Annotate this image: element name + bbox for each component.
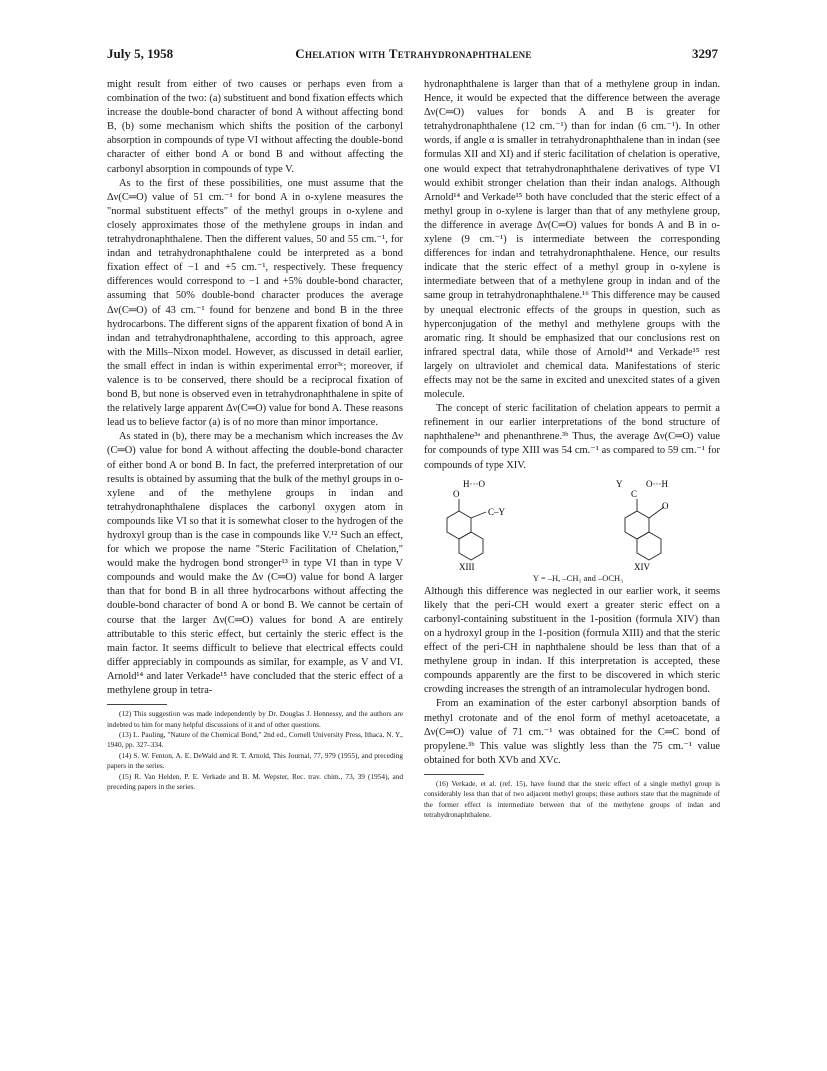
header-title: Chelation with Tetrahydronaphthalene	[295, 46, 532, 61]
label-y-xiv: Y	[616, 478, 623, 489]
header-page-number: 3297	[692, 46, 718, 61]
paragraph: might result from either of two causes or perhaps even from a combination of the two: (a) substituent and bond fixation effects which increase the double-bond character of bond A without affecting bond B, (b) some mechanism which shifts the position of the carbonyl absorption in compounds of type VI without affecting the double-bond character of either bond A or bond B and without affecting the carbonyl absorption in compounds of type V.	[107, 79, 403, 175]
paragraph: From an examination of the ester carbonyl absorption bands of methyl crotonate and of the enol form of methyl acetoacetate, a Δν(C═O) value of 71 cm.⁻¹ was obtained for the C═C bond of propylene.³ᵇ This value was slightly less than the 75 cm.⁻¹ value obtained for both XVb and XVc.	[424, 698, 720, 766]
footnote-divider	[424, 774, 484, 775]
footnote-14: (14) S. W. Fenton, A. E. DeWald and R. T. Arnold, This Journal, 77, 979 (1955), and preceding papers in the series.	[107, 750, 403, 771]
naphthalene-xiii	[447, 499, 486, 560]
label-o-xiii: O	[453, 488, 460, 499]
footnote-13: (13) L. Pauling, "Nature of the Chemical Bond," 2nd ed., Cornell University Press, Ithaca, N. Y., 1940, pp. 327–334.	[107, 729, 403, 750]
paragraph: As to the first of these possibilities, one must assume that the Δν(C═O) value of 51 cm.⁻¹ for bond A in o-xylene measures the "normal substituent effects" of the methyl groups in o-xylene and closely approximates those of the methylene groups in indan and tetrahydronaphthalene. Then the different values, 50 and 55 cm.⁻¹, for indan and tetrahydronaphthalene could be interpreted as a bond fixation effect of −1 and +5 cm.⁻¹, respectively. These frequency differences would correspond to −1 and +5% double-bond character, assuming that 50% double-bond character produces the average Δν(C═O) of 43 cm.⁻¹ found for benzene and bond B in the three hydrocarbons. The different signs of the apparent fixation of bond A in indan and tetrahydronaphthalene, according to this approach, agree with the Mills–Nixon model. However, as discussed in detail earlier, the small effect in indan is within experimental error³ᶜ; moreover, if valence is to be conserved, there should be a reciprocal fixation of bond B, but none is observed even in tetrahydronaphthalene in spite of the relatively large apparent Δν(C═O) value for bond A. These reasons lead us to believe factor (a) is of no more than minor importance.	[107, 177, 403, 429]
footnote-12: (12) This suggestion was made independently by Dr. Douglas J. Hennessy, and the authors are indebted to him for many helpful discussions of it and of other questions.	[107, 709, 403, 729]
footnote-divider	[107, 704, 167, 705]
label-o-xiv: O	[662, 500, 669, 511]
paragraph: The concept of steric facilitation of chelation appears to permit a refinement in our earlier interpretations of the bond structure of naphthalene³ᵃ and phenanthrene.³ᵇ Thus, the average Δν(C═O) value for compounds of type XIII was 54 cm.⁻¹ as compared to 59 cm.⁻¹ for compounds of type XIV.	[424, 403, 720, 471]
label-cy-xiii: C–Y	[488, 506, 506, 517]
footnote-15: (15) R. Van Helden, P. E. Verkade and B. M. Wepster, Rec. trav. chim., 73, 39 (1954), and preceding papers in the series.	[107, 771, 403, 791]
figure-caption: Y = –H, –CH₃ and –OCH₃	[532, 572, 624, 583]
header-date: July 5, 1958	[107, 46, 174, 61]
paragraph: As stated in (b), there may be a mechanism which increases the Δν (C═O) value for bond A without affecting the double-bond character of either bond A or bond B. In fact, the preferred interpretation of our results is obtained by assuming that the bulk of the methyl groups in o-xylene and of the methylene groups in indan and tetrahydronaphthalene displaces the carbonyl oxygen atom in compounds like VI so that it is somewhat closer to the hydrogen of the hydroxyl group than is the case in compounds like V.¹² Such an effect, for which we propose the name "Steric Facilitation of Chelation," would make the hydrogen bond stronger¹³ in type VI than in type V compounds and would make the Δν (C═O) value for bond A larger than that for bond B in all three hydrocarbons without affecting the double-bond character of bond A or bond B. We cannot be certain of course that the larger Δν(C═O) values for bond A are entirely attributable to this steric effect, but certainly the steric effect is the main factor. It seems difficult to believe that electrical effects could differ appreciably in compounds as similar, for example, as V and VI. Arnold¹⁴ and later Verkade¹⁵ have concluded that the steric effect of a methylene group in tetra-	[107, 431, 403, 697]
label-xiv: XIV	[634, 561, 650, 571]
right-column	[424, 78, 720, 821]
label-hbond-xiv: O···H	[646, 478, 668, 489]
structure-diagram	[424, 475, 720, 571]
label-c-xiv: C	[631, 488, 638, 499]
label-xiii: XIII	[459, 561, 475, 571]
label-hbond-xiii: H···O	[463, 478, 485, 489]
footnote-16: (16) Verkade, et al. (ref. 15), have found that the steric effect of a single methyl group is considerably less than that of two adjacent methyl groups; these authors state that the magnitude of the former effect is intermediate between that of the methylene groups of indan and tetrahydronaphthalene.	[424, 778, 720, 820]
left-column	[107, 78, 403, 792]
structure-figure	[424, 475, 720, 571]
naphthalene-xiv	[625, 499, 664, 560]
paragraph: Although this difference was neglected in our earlier work, it seems likely that the peri-CH would exert a greater steric effect on a carbonyl-containing substituent in the 1-position (formula XIV) than on a hydroxyl group in the 1-position (formula XIII) and that the steric effect of the peri-CH in naphthalene should be less than that of a methylene group in indan. If this interpretation is accepted, these compounds apparently are the first to be discovered in which steric crowding increases the strength of an intramolecular hydrogen bond.	[424, 585, 720, 696]
paragraph: hydronaphthalene is larger than that of a methylene group in indan. Hence, it would be expected that the difference between the average Δν(C═O) values for bonds A and B is greater for tetrahydronaphthalene (12 cm.⁻¹) than for indan (6 cm.⁻¹). In other words, if angle α is smaller in tetrahydronaphthalene than in indan (see formulas XII and XI) and if steric facilitation of chelation is operative, one would expect that tetrahydronaphthalene derivatives of type VI would exhibit stronger chelation than their indan analogs. Although Arnold¹⁴ and Verkade¹⁵ both have concluded that the steric effect of a methyl group in o-xylene is larger than that of any methylene group, the difference in average Δν(C═O) values for bonds A and B in o-xylene (9 cm.⁻¹) is intermediate between the corresponding differences for indan and tetrahydronaphthalene. Hence, our results indicate that the steric effect of a methyl group in o-xylene is intermediate between that of a methylene group in indan and of the same group in tetrahydronaphthalene.¹⁶ This difference may be caused by unequal electronic effects of the groups in question, such as hyperconjugation of the methyl and methylene groups with the aromatic ring. It should be emphasized that our conclusions rest on infrared spectral data, while those of Arnold¹⁴ and Verkade¹⁵ rest largely on ultraviolet and chemical data. Manifestations of steric effects may not be the same in excited and unexcited states of a given molecule.	[424, 79, 720, 401]
